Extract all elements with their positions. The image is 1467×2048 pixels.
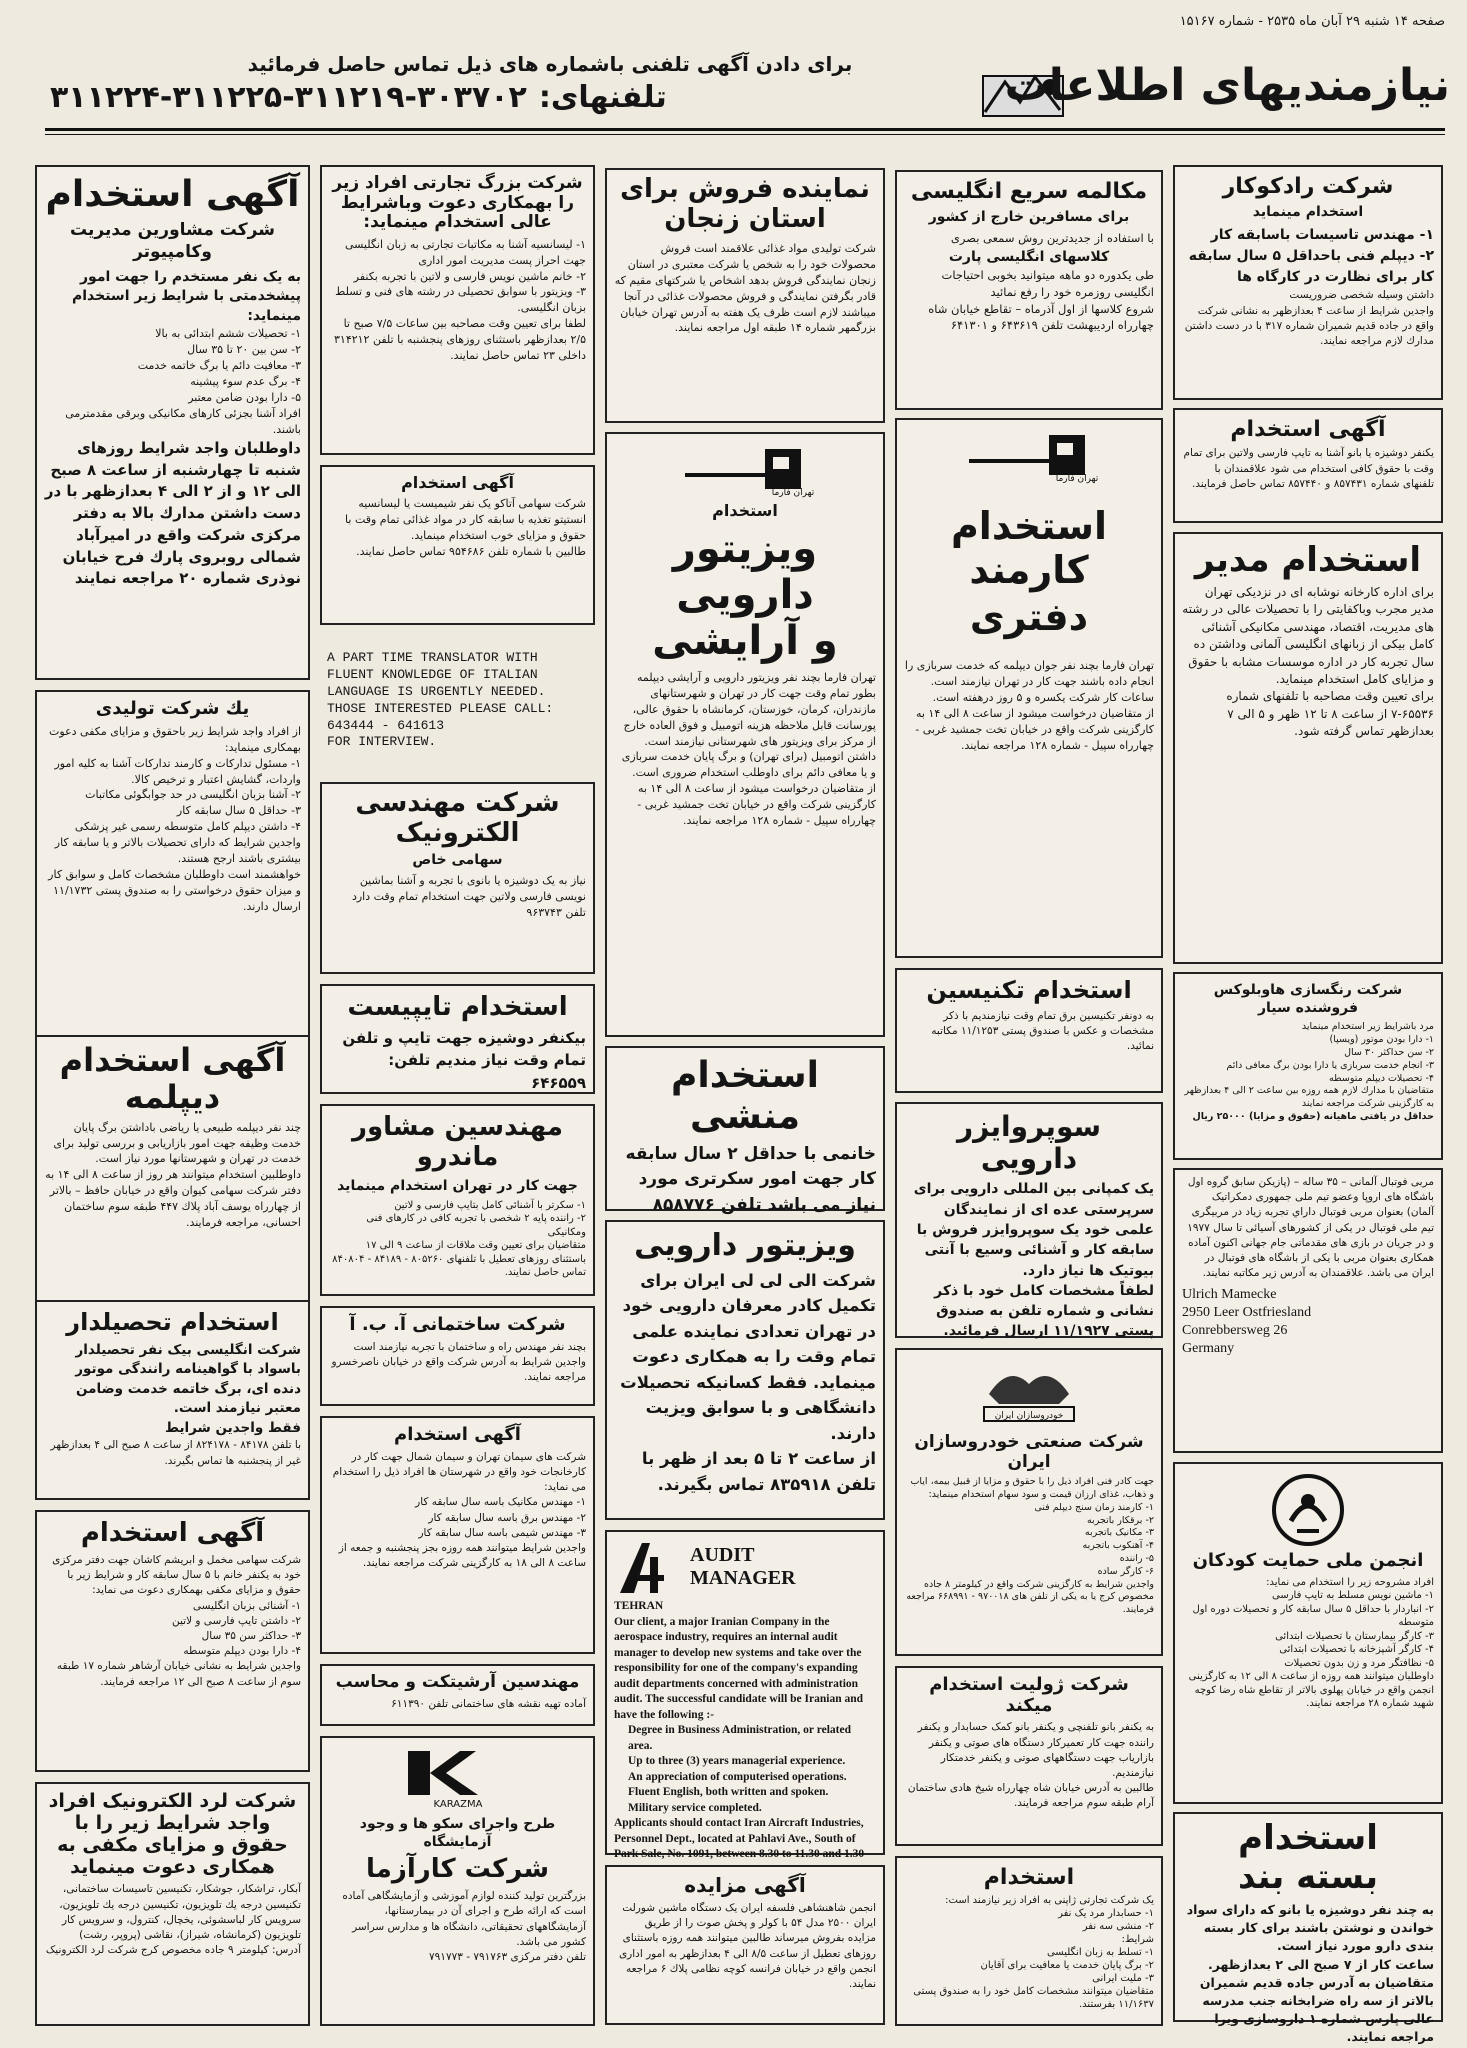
ad-body: داوطلبان واجد شرایط روزهای شنبه تا چهارشنبه از ساعت ۸ صبح الی ۱۲ و از ۲ الی ۴ بعدازظهر با در دست داشتن مدارك بالا به دفتر مرکزی شرکت واقع در امیرآباد شمالی روبروی پارك فرح خیابان نوذری شماره ۲۰ مراجعه نمایند bbox=[44, 438, 301, 588]
child-protection-emblem-icon bbox=[1271, 1473, 1345, 1547]
ad-subtitle: شرکت مشاورین مدیریت وکامپیوتر bbox=[70, 220, 275, 263]
ad-title: انجمن ملی حمایت کودکان bbox=[1192, 1550, 1424, 1571]
ad-title: استخدام bbox=[983, 1865, 1075, 1890]
iran-khodro-logo-icon bbox=[964, 1359, 1094, 1429]
ad-title: شرکت کارآزما bbox=[365, 1854, 550, 1885]
ad-ataco bbox=[320, 465, 595, 625]
requirement-item: Military service completed. bbox=[628, 1801, 762, 1814]
ad-title-2: الکترونیک bbox=[395, 817, 520, 848]
ad-body: خانمی با حداقل ۲ سال سابقه کار جهت امور سکرتری مورد نیاز می باشد تلفن ۸۵۸۷۷۶ bbox=[625, 1143, 876, 1215]
ad-title: آگهی استخدام bbox=[394, 1424, 521, 1445]
tehran-pharma-logo-icon bbox=[665, 443, 825, 497]
ad-title-2: دفتری bbox=[969, 595, 1089, 640]
ad-body: بزرگترین تولید کننده لوازم آموزشی و آزمایشگاهی آماده است که ارائه طرح و اجرای آن در بیمارستانها، آزمایشگاههای تحقیقاتی، دانشگاه ها و مدارس سراسر کشور می باشد. تلفن دفتر مرکزی ۷۹۱۷۶۳ - ۷۹۱۷۷۳ bbox=[342, 1890, 586, 1964]
masthead-title: نیازمندیهای اطلاعات bbox=[1004, 60, 1450, 111]
requirement-item: Degree in Business Administration, or related area. bbox=[628, 1724, 851, 1752]
ad-body: مربی فوتبال آلمانی – ۳۵ ساله – (پازیکن سابق گروه اول باشگاه های اروپا وعضو تیم ملی جمهوری دمکراتیک آلمان) بعنوان مربی فوتبال داراي تجربه زیاد در مربیگری تیم ملی فوتبال در یکی از کشورهای آسیائی تا سال ۱۹۷۷ و در جریان در بازی های مقدماتی جام جهانی اکنون آماده همکاری بعنوان مربی با یکی از باشگاه های فوتبال در ایران می باشد. علاقمندان به آدرس زیر مکاتبه نمایند. bbox=[1187, 1176, 1434, 1280]
ad-title: استخدام تایپیست bbox=[347, 992, 568, 1022]
ad-intro: Our client, a major Iranian Company in the aerospace industry, requires an internal audit manager to develop new systems and take over the responsibility for one of the company's expanding audit departments concerned with administration audit. The successful candidate will be Iranian and have the following :- bbox=[614, 1615, 864, 1721]
ad-title: شرکت صنعتی خودروسازان ایران bbox=[914, 1432, 1144, 1472]
ad-body: آبکار، تراشکار، جوشکار، تکنیسین تاسیسات ساختمانی، تکنیسین درجه یك تلویزیون، تکنیسین درجه یك تلویزیون، سرویس کار لباسشوئی، یخچال، کنترول، و سرویس کار تلویزیون (کرمانشاه، شیراز)، نقاشی (پروپر، رشت) آدرس: کیلومتر ۹ جاده مخصوص کرج شرکت لرد الکترونیک bbox=[45, 1883, 301, 1957]
ad-english-conversation bbox=[895, 170, 1163, 410]
ad-audit-manager bbox=[605, 1530, 885, 1861]
coach-address: Ulrich Mamecke 2950 Leer Ostfriesland Conrebbersweg 26 Germany bbox=[1182, 1286, 1312, 1357]
ad-body: نیاز به یک دوشیزه یا بانوی با تجربه و آشنا بماشین نویسی فارسی ولاتین جهت استخدام تمام وقت دارد تلفن ۹۶۳۷۴۳ bbox=[351, 873, 586, 919]
ad-title: آگهی استخدام bbox=[59, 1041, 286, 1079]
tehran-pharma-logo-icon bbox=[949, 429, 1109, 483]
ad-body: شرکت سهامی آتاکو یک نفر شیمیست یا لیسانسیه انستیتو تغذیه با سابقه کار در مواد غذائی تمام وقت با حقوق و مزایای خوب استخدام مینماید. طالبین با شماره تلفن ۹۵۴۶۸۶ تماس حاصل نمایند. bbox=[345, 497, 586, 559]
ad-city: TEHRAN bbox=[614, 1600, 664, 1612]
ad-architects bbox=[320, 1664, 595, 1726]
brand-text: KARAZMA bbox=[433, 1799, 482, 1810]
ad-title: مکالمه سریع انگلیسی bbox=[910, 179, 1148, 204]
phone-numbers bbox=[50, 80, 930, 115]
ad-radkokar bbox=[1173, 165, 1443, 400]
ad-body: مرد باشرایط زیر استخدام مینماید ۱- دارا بودن موتور (ویسپا) ۲- سن حداکثر ۳۰ سال ۳- انجام خدمت سربازی یا دارا بودن برگ معافی دائم ۴- تحصیلات دیپلم متوسطه متقاضیان با مدارك لازم همه روزه بین ساعت ۲ الی ۴ بعدازظهر به کارگزینی شرکت مراجعه نمایند حداقل در یافتی ماهیانه (حقوق و مزایا) ۲۵۰۰۰ ریال bbox=[1184, 1021, 1434, 1123]
phones-value: ۳۰۳۷۰۲-۳۱۱۲۱۹-۳۱۱۲۲۵-۳۱۱۲۲۴ bbox=[50, 80, 527, 115]
ad-title: ویزیتور دارویی bbox=[672, 525, 818, 618]
ad-body: با استفاده از جدیدترین روش سمعی بصری کلاسهای انگلیسی پارت طی یکدوره دو ماهه میتوانید بخوبی احتیاجات انگلیسی روزمره خود را رفع نمائید شروع کلاسها از اول آذرماه – تقاطع خیابان شاه چهارراه اردیبهشت تلفن ۶۴۳۶۱۹ و ۶۴۱۳۰۱ bbox=[928, 231, 1154, 333]
ad-aba-construction bbox=[320, 1306, 595, 1406]
ad-body: یکنفر دوشیزه یا بانو آشنا به تایپ فارسی ولاتین برای تمام وقت با حقوق کافی استخدام می شود علاقمندان با تلفنهای شماره ۸۵۷۴۳۱ و ۸۵۷۴۴۰ تماس حاصل فرمایند. bbox=[1183, 447, 1434, 490]
ad-iran-khodro bbox=[895, 1348, 1163, 1656]
ad-zanjan-sales-rep bbox=[605, 168, 885, 423]
ad-body: بچند نفر مهندس راه و ساختمان با تجربه نیازمند است واجدین شرایط به آدرس شرکت واقع در خیابان ناصرخسرو مراجعه نمایند. bbox=[331, 1340, 586, 1384]
ad-title: شرکت لرد الکترونیک افراد واجد شرایط زیر را با حقوق و مزایای مکفی به همکاری دعوت مینماید bbox=[48, 1790, 297, 1878]
ad-lord-electronics bbox=[35, 1782, 310, 2026]
ad-title: AUDIT MANAGER bbox=[690, 1544, 796, 1589]
ad-body: جهت کادر فنی افراد ذیل را با حقوق و مزایا از قبیل بیمه، ایاب و ذهاب، غذای ارزان قیمت و سود سهام استخدام مینماید: ۱- کارمند زمان سنج دیپلم فنی ۲- برقکار باتجربه ۳- مکانیک باتجربه ۴- آهنکوب باتجربه ۵- راننده ۶- کارگر ساده واجدین شرایط به کارگزینی شرکت واقع در کیلومتر ۸ جاده مخصوص کرج یا به یکی از تلفن های ۹۷۰۰۱۸ - ۶۶۸۹۹۱ مراجعه فرمایند. bbox=[906, 1476, 1154, 1616]
ad-body: ۱- لیسانسیه آشنا به مکاتبات تجارتی به زبان انگلیسی جهت احراز پست مدیریت امور اداری ۲- خانم ماشین نویس فارسی و لاتین با تجربه بکنفر ۳- ویزیتور با سوابق تحصیلی در رشته های فنی و تسلط بزبان انگلیسی. لطفا برای تعیین وقت مصاحبه بین ساعات ۷/۵ صبح تا ۲/۵ بعدازظهر باستثنای روزهای پنجشنبه با تلفن ۳۱۴۲۱۲ داخلی ۲۳ تماس حاصل نمایند. bbox=[334, 237, 586, 363]
column-5 bbox=[35, 160, 310, 2030]
requirement-item: Up to three (3) years managerial experience. bbox=[628, 1755, 846, 1768]
requirement-item: Fluent English, both written and spoken. bbox=[628, 1786, 829, 1799]
ad-title: آگهی استخدام bbox=[401, 473, 514, 492]
ad-manager bbox=[1173, 532, 1443, 964]
ad-title-2: استان زنجان bbox=[664, 203, 826, 234]
column-3 bbox=[605, 160, 885, 2030]
ad-pharma-supervisor bbox=[895, 1102, 1163, 1338]
ad-title-2: بسته بند bbox=[1238, 1857, 1378, 1898]
ad-kashan-silk bbox=[35, 1510, 310, 1772]
ad-subtitle: جهت کار در تهران استخدام مینماید bbox=[337, 1177, 578, 1194]
ad-title: ویزیتور دارویی bbox=[634, 1228, 856, 1263]
ad-title: استخدام منشی bbox=[671, 1055, 819, 1138]
ad-tagline: طرح واجرای سکو ها و وجود آزمایشگاه bbox=[359, 1816, 556, 1851]
ad-hawlux bbox=[1173, 972, 1443, 1160]
ad-title: یك شرکت تولیدی bbox=[95, 698, 250, 719]
ad-body: به دونفر تکنیسین برق تمام وقت نیازمندیم با ذکر مشخصات و عکس با صندوق پستی ۱۱/۱۲۵۳ مکاتبه نمائید. bbox=[931, 1009, 1154, 1053]
ad-technician bbox=[895, 968, 1163, 1093]
brand-text: تهران فارما bbox=[771, 488, 815, 498]
ad-body: از افراد واجد شرایط زیر باحقوق و مزایای مکفی دعوت بهمکاری مینماید: ۱- مسئول تدارکات و کارمند تدارکات آشنا به کلیه امور واردات، گشایش اعتبار و ترخیص کالا. ۲- آشنا بزبان انگلیسی در حد جوابگوئی مکاتبات ۳- حداقل ۵ سال سابقه کار ۴- داشتن دیپلم کامل متوسطه رسمی غیر پزشکی واجدین شرایط که دارای تحصیلات بالاتر و یا سابقه کار بیشتری باشند ارجح هستند. خواهشمند است داوطلبان مشخصات کامل و سوابق کار و میزان حقوق درخواستی را به صندوق پستی ۱۱/۱۷۳۲ ارسال دارند. bbox=[48, 724, 301, 913]
ad-title: آگهی مزایده bbox=[684, 1873, 806, 1897]
ad-body: افراد مشروحه زیر را استخدام می نماید: ۱- ماشین نویس مسلط به تایپ فارسی ۲- انباردار با حداقل ۵ سال سابقه کار و تحصیلات دوره اول متوسطه ۳- کارگر بیمارستان با تحصیلات ابتدائی ۴- کارگر آشپزخانه با تحصیلات ابتدائی ۵- نظافتگر مرد و زن بدون تحصیلات داوطلبان میتوانند همه روزه از ساعت ۸ الی ۱۲ به کارگزینی انجمن واقع در خیابان پهلوی بالاتر از تقاطع شاه رضا کوچه شهید شماره ۲۸ مراجعه نمایند. bbox=[1188, 1576, 1434, 1710]
ad-cement-companies bbox=[320, 1416, 595, 1654]
ad-body: با تلفن ۸۴۱۷۸ - ۸۲۴۱۷۸ از ساعت ۸ صبح الی ۴ بعدازظهر غیر از پنجشنبه ها تماس بگیرند. bbox=[50, 1439, 301, 1467]
requirements-list bbox=[614, 1723, 876, 1816]
ad-title: آگهی استخدام bbox=[45, 174, 300, 215]
ad-title: شرکت رنگسازی هاوبلوکس فروشنده سیار bbox=[1213, 982, 1403, 1017]
ad-body: ۱- سکرتر با آشنائی کامل بتایپ فارسی و لاتین ۲- راننده پایه ۲ شخصی با تجربه کافی در کارهای فنی ومکانیکی متقاضیان برای تعیین وقت ملاقات از ساعت ۹ الی ۱۷ باستثنای روزهای تعطیل با تلفنهای ۸۰۵۲۶۰ - ۸۴۱۸۹ - ۸۴۰۸۰۴ تماس حاصل نمایند. bbox=[332, 1199, 586, 1279]
ad-small-title: استخدام bbox=[712, 501, 778, 520]
ad-title: استخدام bbox=[1238, 1818, 1378, 1858]
ad-child-protection bbox=[1173, 1462, 1443, 1804]
ad-cosmetics-visitor bbox=[605, 432, 885, 1037]
ad-body: انجمن شاهنشاهی فلسفه ایران یک دستگاه ماشین شورلت ایران ۲۵۰۰ مدل ۵۴ با کولر و پخش صوت را از طریق مزایده بفروش میرساند طالبین میتوانند همه روزه باستثنای روزهای تعطیل از ساعت ۸/۵ الی ۴ بعدازظهر به امور اداری انجمن واقع در خیابان فرانسه کوچه نظامی پلاك ۶ مراجعه نمایند. bbox=[618, 1902, 876, 1991]
ad-title: شرکت رادکوکار bbox=[1222, 174, 1394, 199]
ad-title-2: دیپلمه bbox=[124, 1077, 221, 1116]
ad-body: به یک نفر مستخدم را جهت امور پیشخدمتی با شرایط زیر استخدام مینماید: bbox=[71, 268, 301, 324]
ad-body: شرکت تولیدی مواد غذائی علاقمند است فروش محصولات خود را به شخص یا شرکت معتبری در استان زنجان نمایندگی فروش بدهد اشخاص یا شرکتهای مقیم که قادر بگرفتن نمایندگی و فروش محصولات غذائی در آنجا میباشند لازم است ظرف یک هفته به آدرس تهران خیابان بزرگمهر شماره ۱۴ طبقه اول مراجعه نمایند. bbox=[614, 241, 876, 335]
ad-body: شرکت های سیمان تهران و سیمان شمال جهت کار در کارخانجات خود واقع در شهرستان ها افراد ذیل را استخدام می نماید: ۱- مهندس مکانیک باسه سال سابقه کار ۲- مهندس برق باسه سال سابقه کار ۳- مهندس شیمی باسه سال سابقه کار واجدین شرایط میتوانند همه روزه بجز پنجشنبه و جمعه از ساعت ۸ الی ۱۸ به کارگزینی شرکت مراجعه نمایند. bbox=[332, 1450, 586, 1570]
ad-body: بیکنفر دوشیزه جهت تایپ و تلفن تمام وقت نیاز مندیم تلفن: ۶۴۶۵۵۹ bbox=[342, 1028, 586, 1092]
ad-body: شرکت انگلیسی بیک نفر تحصیلدار باسواد با گواهینامه رانندگی موتور دنده ای، برگ خاتمه خدمت وضامن معتبر نیازمند است. فقط واجدین شرایط bbox=[75, 1341, 301, 1436]
ad-trading-company bbox=[320, 165, 595, 455]
ad-body: تهران فارما بچند نفر ویزیتور دارویی و آرایشی دیپلمه بطور تمام وقت جهت کار در تهران و شهرستانهای مازندران، کرمان، خوزستان، کرمانشاه با حقوق عالی، پورسانت قابل ملاحظه هزینه اتومبیل و فوق العاده خارج از مرکز برای ویزیتور های شهرستانی نیازمند است. داشتن اتومبیل (برای تهران) و برگ پایان خدمت سربازی و یا معافی دائم برای داوطلب استخدام ضروری است. از متقاضیان درخواست میشود از ساعت ۸ الی ۱۴ به کارگزینی شرکت واقع در خیابان تخت جمشید غربی - چهارراه سپیل - شماره ۱۲۸ مراجعه نمایند. bbox=[621, 670, 876, 828]
ad-title: آگهی استخدام bbox=[1230, 417, 1386, 442]
ad-auction bbox=[605, 1865, 885, 2025]
karazma-logo-icon bbox=[398, 1747, 518, 1811]
ad-title: مهندسین مشاور ماندرو bbox=[352, 1112, 563, 1172]
ad-body: شرکت الی لی لی ایران برای تکمیل کادر معرفان دارویی خود در تهران تعدادی نماینده علمی تمام وقت را به همکاری دعوت مینماید. فقط کسانیکه تحصیلات دانشگاهی و با سوابق ویزیت دارند. از ساعت ۲ تا ۵ بعد از ظهر با تلفن ۸۳۵۹۱۸ تماس بگیرند. bbox=[620, 1270, 876, 1494]
column-4 bbox=[320, 160, 595, 2030]
ad-footer: Applicants should contact Iran Aircraft Industries, Personnel Dept., located at Pahlavi Ave., South of Park Sale, No. 1091, between 8.30 to 11.30 and 1.30 bbox=[614, 1817, 865, 1861]
ad-body: به چند نفر دوشیزه یا بانو که دارای سواد خواندن و نوشتن باشند برای کار بسته بندی دارو مورد نیاز است. ساعت کار از ۷ صبح الی ۲ بعدازظهر. متقاضیان به آدرس جاده قدیم شمیران بالاتر از سه راه ضرابخانه جنب مدرسه عالی پارس شماره ۱ داروسازی ویرا مراجعه نمایند. bbox=[1186, 1902, 1434, 2045]
date-line: صفحه ۱۴ شنبه ۲۹ آبان ماه ۲۵۳۵ - شماره ۱۵۱۶۷ bbox=[1179, 14, 1445, 29]
ad-title: آگهی استخدام bbox=[80, 1518, 265, 1548]
ad-title: شرکت ساختمانی آ. ب. آ bbox=[349, 1314, 566, 1335]
ad-body: چند نفر دیپلمه طبیعی یا ریاضی باداشتن برگ پایان خدمت وظیفه جهت امور بازاریابی و بررسی تولید برای خدمت در تهران و شهرستانها مورد نیاز است. داوطلبین استخدام میتوانند هر روز از ساعت ۸ الی ۱۴ به دفتر شرکت سهامی کیوان واقع در خیابان حافظ – بالاتر از چهارراه یوسف آباد پلاك ۴۴۷ طبقه سوم ساختمان احسانی، مراجعه فرمایند. bbox=[45, 1120, 301, 1230]
ad-title: سوپروایزر دارویی bbox=[956, 1110, 1102, 1176]
ad-packer bbox=[1173, 1812, 1443, 2045]
ad-body: داشتن وسیله شخصی ضروریست واجدین شرایط از ساعت ۴ بعدازظهر به نشانی شرکت واقع در جاده قدیم شمیران شماره ۳۱۷ با در دست داشتن مدارك لازم مراجعه نمایند. bbox=[1184, 289, 1434, 348]
ad-body: A PART TIME TRANSLATOR WITH FLUENT KNOWLEDGE OF ITALIAN LANGUAGE IS URGENTLY NEEDED. THOSE INTERESTED PLEASE CALL: 643444 - 641613 FOR INTERVIEW. bbox=[327, 650, 554, 750]
column-2 bbox=[895, 160, 1163, 2030]
brand-text: خودروسازان ایران bbox=[994, 1411, 1064, 1421]
ad-subtitle: استخدام مینماید bbox=[1252, 204, 1364, 221]
ad-subtitle: سهامی خاص bbox=[412, 851, 503, 868]
ad-title: شرکت مهندسی bbox=[355, 788, 560, 818]
ad-secretary bbox=[605, 1046, 885, 1215]
ad-eli-lilly-visitor bbox=[605, 1220, 885, 1520]
ad-title: شرکت ژولیت استخدام میکند bbox=[929, 1674, 1129, 1716]
ad-body: ۱- تحصیلات ششم ابتدائی به بالا ۲- سن بین ۲۰ تا ۳۵ سال ۳- معافیت دائم یا برگ خاتمه خدمت ۴- برگ عدم سوء پیشینه ۵- دارا بودن ضامن معتبر افراد آشنا بجزئی کارهای مکانیکی وبرقی مقدمترمی باشند. bbox=[65, 327, 301, 436]
ad-typist-female bbox=[1173, 408, 1443, 523]
ad-title: استخدام کارمند bbox=[950, 504, 1108, 592]
requirement-item: An appreciation of computerised operations. bbox=[628, 1770, 847, 1783]
ad-football-coach bbox=[1173, 1168, 1443, 1453]
ad-instruction: برای دادن آگهی تلفنی باشماره های ذیل تماس حاصل فرمائید bbox=[247, 52, 853, 76]
ad-body: یک کمپانی بین المللی دارویی برای سرپرستی عده ای از نمایندگان علمی خود یک سوپروایزر فروش با سابقه کار و آشنائی وسیع با آنتی بیوتیک ها نیاز دارد. لطفاً مشخصات کامل خود با ذکر نشانی و شماره تلفن به صندوق پستی ۱۱/۱۹۲۷ ارسال فرمائید. bbox=[913, 1181, 1154, 1340]
ad-electronics-engineering bbox=[320, 782, 595, 974]
ad-body: یک شرکت تجارتی ژاپنی به افراد زیر نیازمند است: ۱- حسابدار مرد یک نفر ۲- منشی سه نفر شرایط: ۱- تسلط به زبان انگلیسی ۲- برگ پایان خدمت یا معافیت برای آقایان ۳- ملیت ایرانی متقاضیان میتوانند مشخصات کامل خود را به صندوق پستی ۱۱/۱۶۳۷ بفرستند. bbox=[913, 1895, 1154, 2011]
ad-typist bbox=[320, 984, 595, 1094]
ad-body: برای اداره کارخانه نوشابه ای در نزدیکی تهران مدیر مجرب وباکفایتی را با تحصیلات عالی در رشته های مدیریت، اقتصاد، مهندسی مکانیکی آشنائی کامل بیکی از زبانهای انگلیسی آلمانی وداشتن ده سال تجربه کار در اداره موسسات مشابه با حقوق و مزایای کامل استخدام مینماید. برای تعیین وقت مصاحبه با تلفنهای شماره ۶۵۵۳۶-۷ از ساعت ۸ تا ۱۲ ظهر و ۵ الی ۷ بعدازظهر تماس گرفته شود. bbox=[1182, 585, 1434, 739]
brand-text: تهران فارما bbox=[1055, 474, 1099, 484]
ad-body: تهران فارما بچند نفر جوان دیپلمه که خدمت سربازی را انجام داده باشند جهت کار در تهران نیازمند است. ساعات کار شرکت یکسره و ۵ روز درهفته است. از متقاضیان درخواست میشود از ساعت ۸ الی ۱۴ به کارگزینی شرکت واقع در خیابان تخت جمشید غربی - چهارراه سپیل - شماره ۱۲۸ مراجعه نمایند. bbox=[904, 659, 1154, 752]
ad-body: شرکت سهامی مخمل و ابریشم کاشان جهت دفتر مرکزی خود به یکنفر خانم با ۵ سال سابقه کار و شرایط زیر با حقوق و مزایای مکفی بهمکاری دعوت می نماید: ۱- آشنائی بزبان انگلیسی ۲- داشتن تایپ فارسی و لاتین ۳- حداکثر سن ۳۵ سال ۴- دارا بودن دیپلم متوسطه واجدین شرایط به نشانی خیابان آرشاهر شماره ۱۷ طبقه سوم از ساعت ۸ صبح الی ۱۲ مراجعه فرمایند. bbox=[52, 1553, 301, 1688]
ad-title: استخدام مدیر bbox=[1194, 540, 1422, 580]
ad-title: شرکت بزرگ تجارتی افراد زیر را بهمکاری دعوت وباشرایط عالی استخدام مینماید: bbox=[332, 173, 583, 233]
ad-collector bbox=[35, 1300, 310, 1500]
ad-karazma bbox=[320, 1736, 595, 2026]
ad-subtitle: برای مسافرین خارج از کشور bbox=[928, 209, 1130, 226]
ad-body: آماده تهیه نقشه های ساختمانی تلفن ۶۱۱۳۹۰ bbox=[391, 1697, 586, 1710]
ad-mandro-consultants bbox=[320, 1104, 595, 1296]
ad-title: استخدام تحصیلدار bbox=[66, 1308, 279, 1336]
ad-title: نماینده فروش برای bbox=[620, 174, 870, 204]
header-rule bbox=[45, 128, 1445, 131]
ad-management-consultants bbox=[35, 165, 310, 680]
phones-label: تلفنهای: bbox=[538, 80, 667, 115]
ad-diploma-holders bbox=[35, 1035, 310, 1340]
ad-title: استخدام تکنیسین bbox=[926, 976, 1132, 1004]
header-rule-thin bbox=[45, 134, 1445, 135]
ad-title: مهندسین آرشیتکت و محاسب bbox=[335, 1672, 580, 1692]
ad-body: ۱- مهندس تاسیسات باسابقه کار ۲- دیپلم فنی باحداقل ۵ سال سابقه کار برای نظارت در کارگاه ها bbox=[1188, 227, 1434, 286]
ad-office-clerk bbox=[895, 418, 1163, 958]
ad-zhulit bbox=[895, 1666, 1163, 1846]
ad-japanese-company bbox=[895, 1856, 1163, 2026]
iran-aircraft-logo-icon bbox=[614, 1537, 676, 1599]
column-1 bbox=[1173, 160, 1443, 2045]
ad-title-2: و آرایشی bbox=[652, 617, 838, 664]
ad-body: به یکنفر بانو تلفنچی و یکنفر بانو کمک حسابدار و یکنفر راننده جهت کار تعمیرکار دستگاه های صوتی و یکنفر بازاریاب جهت دستگاههای صوتی و یکنفر خدمتکار نیازمندیم. طالبین به آدرس خیابان شاه چهارراه شیخ هادی ساختمان آرام طبقه سوم مراجعه فرمایند. bbox=[907, 1721, 1154, 1810]
